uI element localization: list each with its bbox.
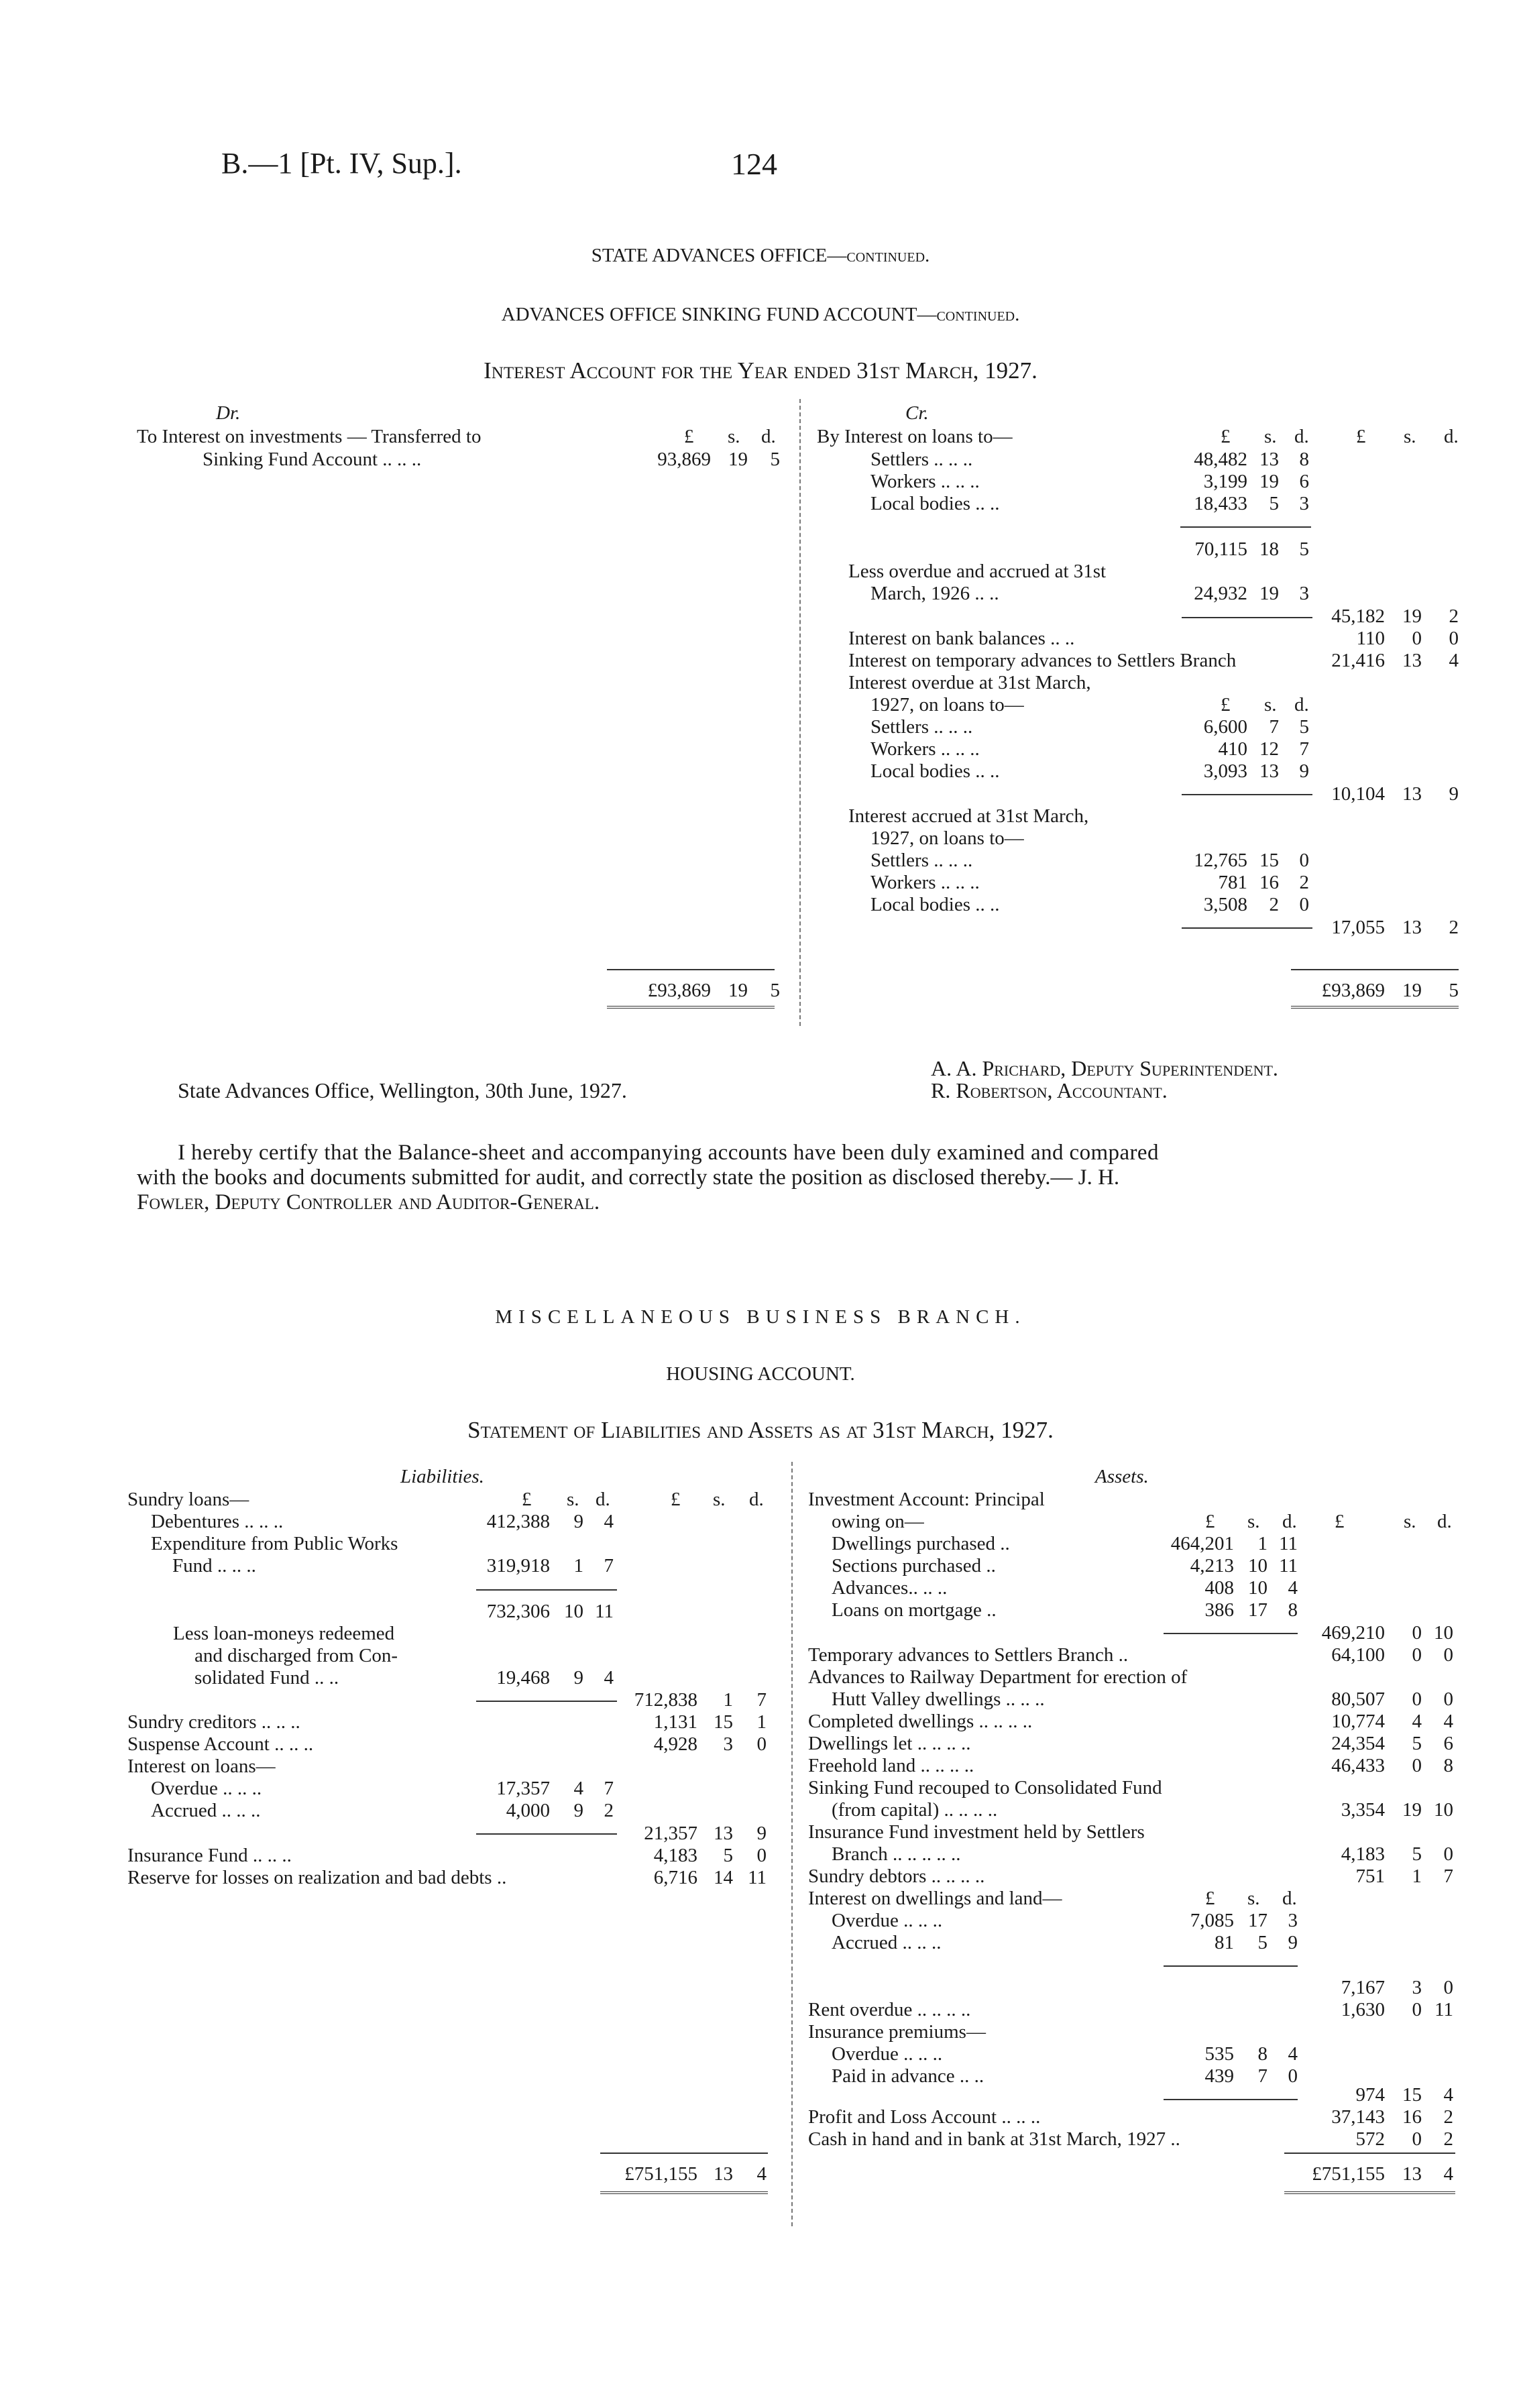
assets-sinking-shillings: 19 <box>1402 1799 1422 1821</box>
assets-sinking-line-1: Sinking Fund recouped to Consolidated Fund <box>808 1777 1162 1798</box>
dr-total-pounds: £93,869 <box>647 980 711 1001</box>
assets-cash-label: Cash in hand and in bank at 31st March, 1927 .. <box>808 2128 1180 2150</box>
liab-debentures-label: Debentures .. .. .. <box>151 1511 284 1532</box>
liab-loans-net-pence: 7 <box>756 1689 767 1711</box>
liab-reserve-shillings: 14 <box>714 1867 733 1888</box>
assets-rail-shillings: 0 <box>1412 1688 1422 1710</box>
liab-expenditure-pounds: 319,918 <box>486 1555 550 1576</box>
liab-interest-total-pounds: 21,357 <box>644 1823 697 1844</box>
liab-col-pounds: £ <box>522 1489 532 1510</box>
assets-rail-line-1: Advances to Railway Department for erection of <box>808 1666 1188 1688</box>
assets-inv-item-pounds: 4,213 <box>1190 1555 1234 1576</box>
assets-int-col-pounds: £ <box>1205 1888 1215 1909</box>
liab-accrued-shillings: 9 <box>573 1800 583 1821</box>
assets-freehold-pounds: 46,433 <box>1331 1755 1385 1776</box>
assets-prem-rule <box>1164 2099 1298 2100</box>
liab-overdue-label: Overdue .. .. .. <box>151 1778 262 1799</box>
assets-col-shillings: s. <box>1247 1511 1260 1532</box>
liab-total-pounds: £751,155 <box>624 2163 697 2185</box>
assets-rent-label: Rent overdue .. .. .. .. <box>808 1999 971 2020</box>
cr-overdue-total-shillings: 13 <box>1402 783 1422 805</box>
certificate-line-2: with the books and documents submitted for audit, and correctly state the position as disclosed thereby.— J. H. <box>137 1165 1120 1190</box>
cr-loan-pence: 3 <box>1299 493 1309 514</box>
liab-expenditure-pence: 7 <box>604 1555 614 1576</box>
assets-prem-total-shillings: 15 <box>1402 2084 1422 2106</box>
certificate-line-3: Fowler, Deputy Controller and Auditor-General. <box>137 1190 600 1214</box>
cr-loan-pounds: 18,433 <box>1194 493 1247 514</box>
liab-overdue-pence: 7 <box>604 1778 614 1799</box>
liab-creditors-pounds: 1,131 <box>653 1711 697 1733</box>
assets-insinv-pounds: 4,183 <box>1341 1843 1385 1865</box>
assets-pl-label: Profit and Loss Account .. .. .. <box>808 2106 1041 2128</box>
cr-col-pence: d. <box>1294 426 1309 447</box>
statement-title: Interest Account for the Year ended 31st March, 1927. <box>484 357 1037 384</box>
cr-less-line-2: March, 1926 .. .. <box>870 583 999 604</box>
assets-prem-paid-pounds: 439 <box>1204 2065 1234 2087</box>
cr-accrued-rule <box>1182 927 1312 929</box>
assets-insinv-shillings: 5 <box>1412 1843 1422 1865</box>
cr-overdue-col-pounds: £ <box>1221 694 1231 715</box>
assets-temp-label: Temporary advances to Settlers Branch .. <box>808 1644 1129 1666</box>
assets-inv-item-label: Loans on mortgage .. <box>832 1599 997 1621</box>
cr-accrued-pounds: 781 <box>1218 872 1247 893</box>
liab-col-shillings: s. <box>567 1489 579 1510</box>
cr-overdue-shillings: 7 <box>1269 716 1279 738</box>
dr-col-pounds: £ <box>684 426 694 447</box>
assets-inv-item-label: Dwellings purchased .. <box>832 1533 1010 1554</box>
liab-total-rule <box>600 2153 768 2154</box>
cr-accrued-label: Local bodies .. .. <box>870 894 1000 915</box>
assets-prem-heading: Insurance premiums— <box>808 2021 986 2043</box>
assets-let-shillings: 5 <box>1412 1733 1422 1754</box>
assets-col2-pounds: £ <box>1335 1511 1345 1532</box>
assets-prem-paid-label: Paid in advance .. .. <box>832 2065 984 2087</box>
liab-expenditure-shillings: 1 <box>573 1555 583 1576</box>
assets-total-pence: 4 <box>1443 2163 1453 2185</box>
dr-total-double-rule <box>607 1006 775 1009</box>
assets-freehold-label: Freehold land .. .. .. .. <box>808 1755 974 1776</box>
assets-temp-pence: 0 <box>1443 1644 1453 1666</box>
assets-inv-item-shillings: 10 <box>1248 1555 1268 1576</box>
liab-total-shillings: 13 <box>714 2163 733 2185</box>
assets-sinking-pounds: 3,354 <box>1341 1799 1385 1821</box>
dr-total-pence: 5 <box>770 980 780 1001</box>
assets-prem-overdue-pounds: 535 <box>1204 2043 1234 2065</box>
cr-loans-subtotal-pence: 5 <box>1299 538 1309 560</box>
signature-robertson: R. Robertson, Accountant. <box>931 1078 1168 1102</box>
assets-temp-pounds: 64,100 <box>1331 1644 1385 1666</box>
cr-bank-shillings: 0 <box>1412 628 1422 649</box>
cr-overdue-label: Workers .. .. .. <box>870 738 980 760</box>
assets-completed-label: Completed dwellings .. .. .. .. <box>808 1711 1033 1732</box>
liab-expenditure-line-2: Fund .. .. .. <box>172 1555 256 1576</box>
cr-accrued-pence: 2 <box>1299 872 1309 893</box>
assets-let-pence: 6 <box>1443 1733 1453 1754</box>
liab-suspense-label: Suspense Account .. .. .. <box>127 1733 314 1755</box>
assets-inv-item-pence: 11 <box>1279 1555 1298 1576</box>
liab-loans-sub-shillings: 10 <box>564 1601 583 1622</box>
assets-inv-item-pence: 11 <box>1279 1533 1298 1554</box>
cr-total-pounds: £93,869 <box>1321 980 1385 1001</box>
cr-total-double-rule <box>1291 1006 1459 1009</box>
cr-overdue-pence: 7 <box>1299 738 1309 760</box>
cr-less-pounds: 24,932 <box>1194 583 1247 604</box>
signature-prichard: A. A. Prichard, Deputy Superintendent. <box>931 1056 1278 1080</box>
assets-completed-pence: 4 <box>1443 1711 1453 1732</box>
assets-total-rule <box>1284 2153 1455 2154</box>
cr-total-pence: 5 <box>1449 980 1459 1001</box>
liabilities-assets-title: Statement of Liabilities and Assets as at 31st March, 1927. <box>467 1417 1054 1443</box>
assets-freehold-shillings: 0 <box>1412 1755 1422 1776</box>
liab-creditors-shillings: 15 <box>714 1711 733 1733</box>
assets-freehold-pence: 8 <box>1443 1755 1453 1776</box>
cr-overdue-rule <box>1182 794 1312 795</box>
cr-accrued-pounds: 3,508 <box>1203 894 1247 915</box>
assets-debtors-label: Sundry debtors .. .. .. .. <box>808 1866 985 1887</box>
dr-heading: Dr. <box>216 402 241 424</box>
liabilities-heading: Liabilities. <box>400 1466 484 1487</box>
cr-overdue-pounds: 6,600 <box>1203 716 1247 738</box>
dr-col-shillings: s. <box>728 426 740 447</box>
certificate-line-1: I hereby certify that the Balance-sheet and accompanying accounts have been duly examined and compared <box>178 1141 1159 1165</box>
liab-reserve-label: Reserve for losses on realization and bad debts .. <box>127 1867 507 1888</box>
assets-inv-total-shillings: 0 <box>1412 1622 1422 1644</box>
dr-total-rule <box>607 969 775 970</box>
liab-expenditure-line-1: Expenditure from Public Works <box>151 1533 398 1554</box>
liab-suspense-shillings: 3 <box>723 1733 733 1755</box>
cr-loans-subtotal-pounds: 70,115 <box>1194 538 1247 560</box>
assets-inv-item-label: Advances.. .. .. <box>832 1577 948 1599</box>
liab-creditors-pence: 1 <box>756 1711 767 1733</box>
assets-inv-item-shillings: 10 <box>1248 1577 1268 1599</box>
cr-accrued-shillings: 15 <box>1259 850 1279 871</box>
liab-accrued-pence: 2 <box>604 1800 614 1821</box>
cr-overdue-line-1: Interest overdue at 31st March, <box>848 672 1091 693</box>
dr-col-pence: d. <box>761 426 776 447</box>
liab-less-rule <box>476 1701 617 1702</box>
assets-total-shillings: 13 <box>1402 2163 1422 2185</box>
cr-overdue-pence: 5 <box>1299 716 1309 738</box>
liab-total-pence: 4 <box>756 2163 767 2185</box>
dr-amount-pence: 5 <box>770 449 780 470</box>
assets-int-accrued-shillings: 5 <box>1257 1932 1268 1953</box>
liab-debentures-pounds: 412,388 <box>486 1511 550 1532</box>
liab-loans-net-pounds: 712,838 <box>634 1689 697 1711</box>
assets-col2-pence: d. <box>1437 1511 1452 1532</box>
assets-debtors-pence: 7 <box>1443 1866 1453 1887</box>
liab-loans-rule <box>476 1589 617 1591</box>
assets-let-label: Dwellings let .. .. .. .. <box>808 1733 971 1754</box>
assets-prem-overdue-label: Overdue .. .. .. <box>832 2043 943 2065</box>
cr-overdue-col-pence: d. <box>1294 694 1309 715</box>
assets-sinking-line-2: (from capital) .. .. .. .. <box>832 1799 998 1821</box>
liab-less-shillings: 9 <box>573 1667 583 1688</box>
assets-rent-pounds: 1,630 <box>1341 1999 1385 2020</box>
assets-prem-paid-pence: 0 <box>1288 2065 1298 2087</box>
liab-less-pounds: 19,468 <box>496 1667 550 1688</box>
cr-overdue-line-2: 1927, on loans to— <box>870 694 1024 715</box>
assets-int-total-pence: 0 <box>1443 1977 1453 1998</box>
liab-col2-shillings: s. <box>713 1489 726 1510</box>
balance-divider <box>791 1462 793 2226</box>
liab-less-pence: 4 <box>604 1667 614 1688</box>
cr-col2-shillings: s. <box>1404 426 1416 447</box>
assets-cash-shillings: 0 <box>1412 2128 1422 2150</box>
assets-cash-pence: 2 <box>1443 2128 1453 2150</box>
liab-loans-sub-pounds: 732,306 <box>486 1601 550 1622</box>
assets-int-accrued-label: Accrued .. .. .. <box>832 1932 942 1953</box>
cr-loan-pence: 6 <box>1299 471 1309 492</box>
assets-pl-pence: 2 <box>1443 2106 1453 2128</box>
dr-amount-pounds: 93,869 <box>657 449 711 470</box>
liab-col-pence: d. <box>596 1489 610 1510</box>
assets-prem-total-pence: 4 <box>1443 2084 1453 2106</box>
cr-heading: Cr. <box>905 402 929 424</box>
assets-int-overdue-label: Overdue .. .. .. <box>832 1910 943 1931</box>
assets-int-col-shillings: s. <box>1247 1888 1260 1909</box>
cr-total-rule <box>1291 969 1459 970</box>
cr-loan-shillings: 5 <box>1269 493 1279 514</box>
dr-total-shillings: 19 <box>728 980 748 1001</box>
cr-accrued-pence: 0 <box>1299 850 1309 871</box>
assets-inv-item-pence: 8 <box>1288 1599 1298 1621</box>
liab-suspense-pence: 0 <box>756 1733 767 1755</box>
office-title: STATE ADVANCES OFFICE—continued. <box>591 245 930 266</box>
assets-inv-total-pence: 10 <box>1434 1622 1453 1644</box>
assets-int-heading: Interest on dwellings and land— <box>808 1888 1062 1909</box>
assets-prem-total-pounds: 974 <box>1355 2084 1385 2106</box>
signature-place-date: State Advances Office, Wellington, 30th June, 1927. <box>178 1078 627 1102</box>
cr-net-loans-pence: 2 <box>1449 606 1459 627</box>
dr-line-2: Sinking Fund Account .. .. .. <box>203 449 422 470</box>
liab-debentures-pence: 4 <box>604 1511 614 1532</box>
assets-int-rule <box>1164 1965 1298 1967</box>
cr-accrued-line-2: 1927, on loans to— <box>870 827 1024 849</box>
cr-loan-label: Settlers .. .. .. <box>870 449 973 470</box>
cr-loan-label: Local bodies .. .. <box>870 493 1000 514</box>
assets-int-overdue-pounds: 7,085 <box>1190 1910 1234 1931</box>
cr-accrued-label: Settlers .. .. .. <box>870 850 973 871</box>
housing-account-title: HOUSING ACCOUNT. <box>666 1363 855 1385</box>
assets-int-total-shillings: 3 <box>1412 1977 1422 1998</box>
liab-less-line-3: solidated Fund .. .. <box>194 1667 339 1688</box>
liab-suspense-pounds: 4,928 <box>653 1733 697 1755</box>
dr-line-1: To Interest on investments — Transferred to <box>137 426 482 447</box>
liab-insurance-pounds: 4,183 <box>653 1845 697 1866</box>
assets-int-overdue-shillings: 17 <box>1248 1910 1268 1931</box>
liab-interest-total-shillings: 13 <box>714 1823 733 1844</box>
cr-accrued-pence: 0 <box>1299 894 1309 915</box>
cr-loan-pounds: 48,482 <box>1194 449 1247 470</box>
liab-interest-total-pence: 9 <box>756 1823 767 1844</box>
assets-inv-item-pounds: 386 <box>1204 1599 1234 1621</box>
cr-loans-heading: By Interest on loans to— <box>817 426 1013 447</box>
cr-overdue-col-shillings: s. <box>1264 694 1277 715</box>
liab-insurance-label: Insurance Fund .. .. .. <box>127 1845 292 1866</box>
assets-pl-shillings: 16 <box>1402 2106 1422 2128</box>
cr-bank-label: Interest on bank balances .. .. <box>848 628 1075 649</box>
assets-inv-item-shillings: 17 <box>1248 1599 1268 1621</box>
assets-inv-total-pounds: 469,210 <box>1321 1622 1385 1644</box>
assets-sinking-pence: 10 <box>1434 1799 1453 1821</box>
liab-creditors-label: Sundry creditors .. .. .. <box>127 1711 300 1733</box>
liab-sundry-loans: Sundry loans— <box>127 1489 249 1510</box>
assets-total-double-rule <box>1284 2191 1455 2194</box>
cr-accrued-total-pence: 2 <box>1449 917 1459 938</box>
liab-col2-pence: d. <box>749 1489 764 1510</box>
assets-prem-overdue-shillings: 8 <box>1257 2043 1268 2065</box>
assets-rail-pounds: 80,507 <box>1331 1688 1385 1710</box>
liab-accrued-label: Accrued .. .. .. <box>151 1800 261 1821</box>
cr-overdue-pence: 9 <box>1299 760 1309 782</box>
assets-inv-item-pounds: 464,201 <box>1170 1533 1234 1554</box>
cr-less-rule <box>1182 617 1312 618</box>
assets-int-total-pounds: 7,167 <box>1341 1977 1385 1998</box>
assets-col2-shillings: s. <box>1404 1511 1416 1532</box>
liab-interest-rule <box>476 1833 617 1835</box>
cr-accrued-shillings: 2 <box>1269 894 1279 915</box>
cr-temp-pounds: 21,416 <box>1331 650 1385 671</box>
assets-col-pence: d. <box>1282 1511 1297 1532</box>
center-divider <box>799 399 801 1026</box>
assets-total-pounds: £751,155 <box>1312 2163 1385 2185</box>
cr-accrued-total-shillings: 13 <box>1402 917 1422 938</box>
assets-prem-paid-shillings: 7 <box>1257 2065 1268 2087</box>
cr-overdue-total-pounds: 10,104 <box>1331 783 1385 805</box>
assets-inv-rule <box>1164 1633 1298 1634</box>
assets-rail-pence: 0 <box>1443 1688 1453 1710</box>
cr-overdue-pounds: 410 <box>1218 738 1247 760</box>
cr-accrued-label: Workers .. .. .. <box>870 872 980 893</box>
document-reference: B.—1 [Pt. IV, Sup.]. <box>221 147 462 180</box>
liab-col2-pounds: £ <box>671 1489 681 1510</box>
liab-reserve-pence: 11 <box>748 1867 767 1888</box>
cr-overdue-pounds: 3,093 <box>1203 760 1247 782</box>
assets-int-overdue-pence: 3 <box>1288 1910 1298 1931</box>
liab-loans-sub-pence: 11 <box>595 1601 614 1622</box>
assets-rent-pence: 11 <box>1434 1999 1453 2020</box>
account-title: ADVANCES OFFICE SINKING FUND ACCOUNT—continued. <box>501 304 1020 325</box>
liab-overdue-pounds: 17,357 <box>496 1778 550 1799</box>
liab-debentures-shillings: 9 <box>573 1511 583 1532</box>
cr-accrued-line-1: Interest accrued at 31st March, <box>848 805 1089 827</box>
liab-insurance-pence: 0 <box>756 1845 767 1866</box>
branch-title: MISCELLANEOUS BUSINESS BRANCH. <box>495 1306 1026 1328</box>
assets-inv-item-pounds: 408 <box>1204 1577 1234 1599</box>
cr-accrued-shillings: 16 <box>1259 872 1279 893</box>
cr-net-loans-pounds: 45,182 <box>1331 606 1385 627</box>
cr-accrued-pounds: 12,765 <box>1194 850 1247 871</box>
page-number: 124 <box>731 147 777 181</box>
assets-heading: Assets. <box>1095 1466 1149 1487</box>
liab-less-line-2: and discharged from Con- <box>194 1645 398 1666</box>
liab-less-line-1: Less loan-moneys redeemed <box>173 1623 395 1644</box>
cr-temp-pence: 4 <box>1449 650 1459 671</box>
dr-amount-shillings: 19 <box>728 449 748 470</box>
cr-overdue-label: Local bodies .. .. <box>870 760 1000 782</box>
cr-loans-subtotal-shillings: 18 <box>1259 538 1279 560</box>
cr-loan-label: Workers .. .. .. <box>870 471 980 492</box>
assets-completed-shillings: 4 <box>1412 1711 1422 1732</box>
liab-total-double-rule <box>600 2191 768 2194</box>
assets-int-col-pence: d. <box>1282 1888 1297 1909</box>
liab-overdue-shillings: 4 <box>573 1778 583 1799</box>
cr-loan-shillings: 13 <box>1259 449 1279 470</box>
cr-loans-rule <box>1180 526 1311 528</box>
assets-debtors-pounds: 751 <box>1355 1866 1385 1887</box>
assets-inv-line-2: owing on— <box>832 1511 924 1532</box>
cr-temp-shillings: 13 <box>1402 650 1422 671</box>
cr-overdue-total-pence: 9 <box>1449 783 1459 805</box>
assets-let-pounds: 24,354 <box>1331 1733 1385 1754</box>
cr-accrued-total-pounds: 17,055 <box>1331 917 1385 938</box>
cr-loan-shillings: 19 <box>1259 471 1279 492</box>
assets-insinv-line-1: Insurance Fund investment held by Settlers <box>808 1821 1145 1843</box>
assets-pl-pounds: 37,143 <box>1331 2106 1385 2128</box>
liab-insurance-shillings: 5 <box>723 1845 733 1866</box>
assets-prem-overdue-pence: 4 <box>1288 2043 1298 2065</box>
cr-loan-pence: 8 <box>1299 449 1309 470</box>
cr-overdue-shillings: 12 <box>1259 738 1279 760</box>
assets-rent-shillings: 0 <box>1412 1999 1422 2020</box>
cr-bank-pence: 0 <box>1449 628 1459 649</box>
cr-overdue-shillings: 13 <box>1259 760 1279 782</box>
assets-int-accrued-pence: 9 <box>1288 1932 1298 1953</box>
assets-rail-line-2: Hutt Valley dwellings .. .. .. <box>832 1688 1045 1710</box>
cr-temp-label: Interest on temporary advances to Settlers Branch <box>848 650 1237 671</box>
liab-interest-heading: Interest on loans— <box>127 1756 276 1777</box>
assets-cash-pounds: 572 <box>1355 2128 1385 2150</box>
cr-less-shillings: 19 <box>1259 583 1279 604</box>
cr-col-shillings: s. <box>1264 426 1277 447</box>
assets-inv-item-shillings: 1 <box>1257 1533 1268 1554</box>
cr-total-shillings: 19 <box>1402 980 1422 1001</box>
liab-accrued-pounds: 4,000 <box>506 1800 550 1821</box>
assets-temp-shillings: 0 <box>1412 1644 1422 1666</box>
assets-inv-item-label: Sections purchased .. <box>832 1555 996 1576</box>
assets-debtors-shillings: 1 <box>1412 1866 1422 1887</box>
assets-inv-line-1: Investment Account: Principal <box>808 1489 1045 1510</box>
cr-col-pounds: £ <box>1221 426 1231 447</box>
cr-less-line-1: Less overdue and accrued at 31st <box>848 561 1107 582</box>
assets-insinv-pence: 0 <box>1443 1843 1453 1865</box>
liab-reserve-pounds: 6,716 <box>653 1867 697 1888</box>
cr-bank-pounds: 110 <box>1356 628 1385 649</box>
cr-less-pence: 3 <box>1299 583 1309 604</box>
assets-int-accrued-pounds: 81 <box>1215 1932 1234 1953</box>
cr-col2-pence: d. <box>1444 426 1459 447</box>
cr-net-loans-shillings: 19 <box>1402 606 1422 627</box>
assets-col-pounds: £ <box>1205 1511 1215 1532</box>
assets-insinv-line-2: Branch .. .. .. .. .. <box>832 1843 961 1865</box>
assets-inv-item-pence: 4 <box>1288 1577 1298 1599</box>
cr-col2-pounds: £ <box>1356 426 1366 447</box>
cr-loan-pounds: 3,199 <box>1203 471 1247 492</box>
assets-completed-pounds: 10,774 <box>1331 1711 1385 1732</box>
liab-loans-net-shillings: 1 <box>723 1689 733 1711</box>
cr-overdue-label: Settlers .. .. .. <box>870 716 973 738</box>
